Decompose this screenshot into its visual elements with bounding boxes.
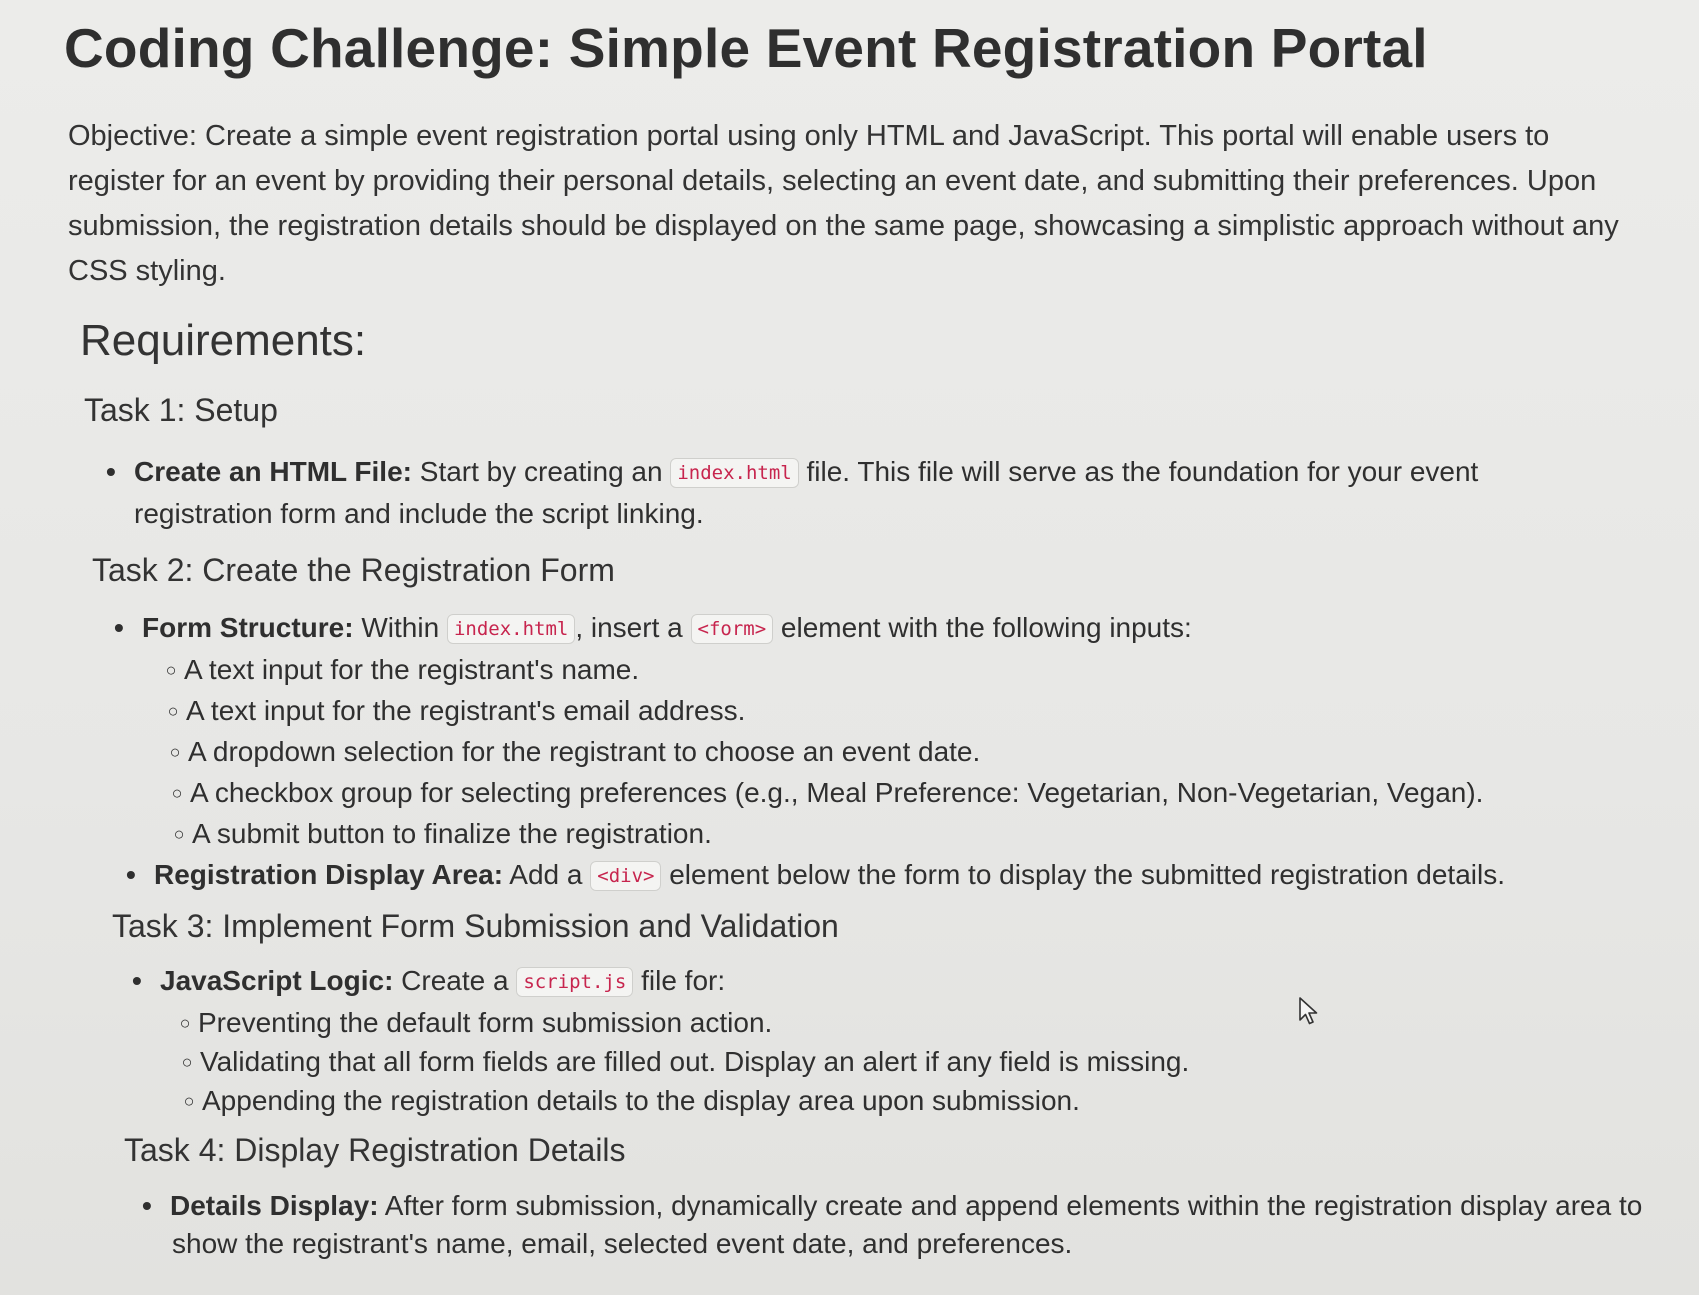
list-item <box>172 1003 772 1043</box>
mouse-pointer-icon <box>1298 996 1320 1026</box>
list-item <box>166 814 712 854</box>
circle-bullet-icon: ○ <box>183 1091 195 1111</box>
inline-code-index-html: index.html <box>447 614 575 644</box>
list-item <box>164 773 1483 813</box>
task4-details <box>142 1186 1642 1226</box>
task3-js-logic <box>132 961 725 1002</box>
circle-bullet-icon: ○ <box>171 783 183 803</box>
task4-details-label: Details Display: <box>170 1190 379 1221</box>
circle-bullet-icon: ○ <box>165 660 177 680</box>
list-item <box>176 1081 1080 1121</box>
objective-paragraph: Objective: Create a simple event registration portal using only HTML and JavaScript. This portal will enable users to register for an event by providing their personal details, selecting an event date, and submitting their preferences. Upon submission, the registration details should be displayed on the same page, showcasing a simplistic approach without any CSS styling. <box>68 120 1619 287</box>
task2-display-pre: Add a <box>503 859 591 890</box>
task4-details-line1: After form submission, dynamically create and append elements within the registration display area to <box>378 1190 1643 1221</box>
bullet-dot: • <box>114 612 124 643</box>
inline-code-index-html: index.html <box>670 458 798 488</box>
task3-js-post: file for: <box>633 965 726 996</box>
task1-item-label: Create an HTML File: <box>134 456 412 487</box>
task3-js-pre: Create a <box>393 965 517 996</box>
requirements-heading: Requirements: <box>80 316 367 365</box>
task1-item <box>106 452 1478 493</box>
list-item-text: Preventing the default form submission action. <box>198 1007 773 1038</box>
list-item-text: A text input for the registrant's name. <box>184 654 640 685</box>
list-item <box>160 691 745 731</box>
list-item-text: A text input for the registrant's email address. <box>186 695 746 726</box>
page-title: Coding Challenge: Simple Event Registration Portal <box>64 17 1428 79</box>
list-item-text: A checkbox group for selecting preferences (e.g., Meal Preference: Vegetarian, Non-Vegetarian, Vegan). <box>190 777 1484 808</box>
task1-item-pre: Start by creating an <box>411 456 671 487</box>
list-item <box>174 1042 1189 1082</box>
circle-bullet-icon: ○ <box>179 1013 191 1033</box>
task2-display-post: element below the form to display the submitted registration details. <box>661 859 1505 890</box>
circle-bullet-icon: ○ <box>173 824 185 844</box>
bullet-dot: • <box>106 456 116 487</box>
inline-code-form: <form> <box>691 614 774 644</box>
task2-display-area <box>126 855 1505 896</box>
list-item-text: A dropdown selection for the registrant to choose an event date. <box>188 736 981 767</box>
task2-form-label: Form Structure: <box>142 612 354 643</box>
inline-code-div: <div> <box>590 861 661 891</box>
inline-code-script-js: script.js <box>516 967 633 997</box>
list-item-text: A submit button to finalize the registration. <box>192 818 712 849</box>
task4-details-line2: show the registrant's name, email, selected event date, and preferences. <box>172 1228 1073 1259</box>
task2-form-mid: , insert a <box>575 612 691 643</box>
task3-js-label: JavaScript Logic: <box>160 965 394 996</box>
task1-item-line2: registration form and include the script linking. <box>134 498 704 529</box>
list-item <box>158 650 639 690</box>
task2-form-structure <box>114 608 1192 649</box>
task4-heading: Task 4: Display Registration Details <box>124 1132 626 1168</box>
circle-bullet-icon: ○ <box>169 742 181 762</box>
bullet-dot: • <box>126 859 136 890</box>
list-item <box>162 732 980 772</box>
task1-heading: Task 1: Setup <box>84 392 278 428</box>
task3-heading: Task 3: Implement Form Submission and Validation <box>112 908 839 944</box>
list-item-text: Appending the registration details to the display area upon submission. <box>202 1085 1080 1116</box>
list-item-text: Validating that all form fields are filled out. Display an alert if any field is missing. <box>200 1046 1190 1077</box>
task1-item-post: file. This file will serve as the foundation for your event <box>798 456 1479 487</box>
circle-bullet-icon: ○ <box>167 701 179 721</box>
bullet-dot: • <box>142 1190 152 1221</box>
bullet-dot: • <box>132 965 142 996</box>
task2-form-post: element with the following inputs: <box>773 612 1192 643</box>
task2-display-label: Registration Display Area: <box>154 859 504 890</box>
task2-heading: Task 2: Create the Registration Form <box>92 552 615 588</box>
task2-form-pre: Within <box>353 612 447 643</box>
circle-bullet-icon: ○ <box>181 1052 193 1072</box>
